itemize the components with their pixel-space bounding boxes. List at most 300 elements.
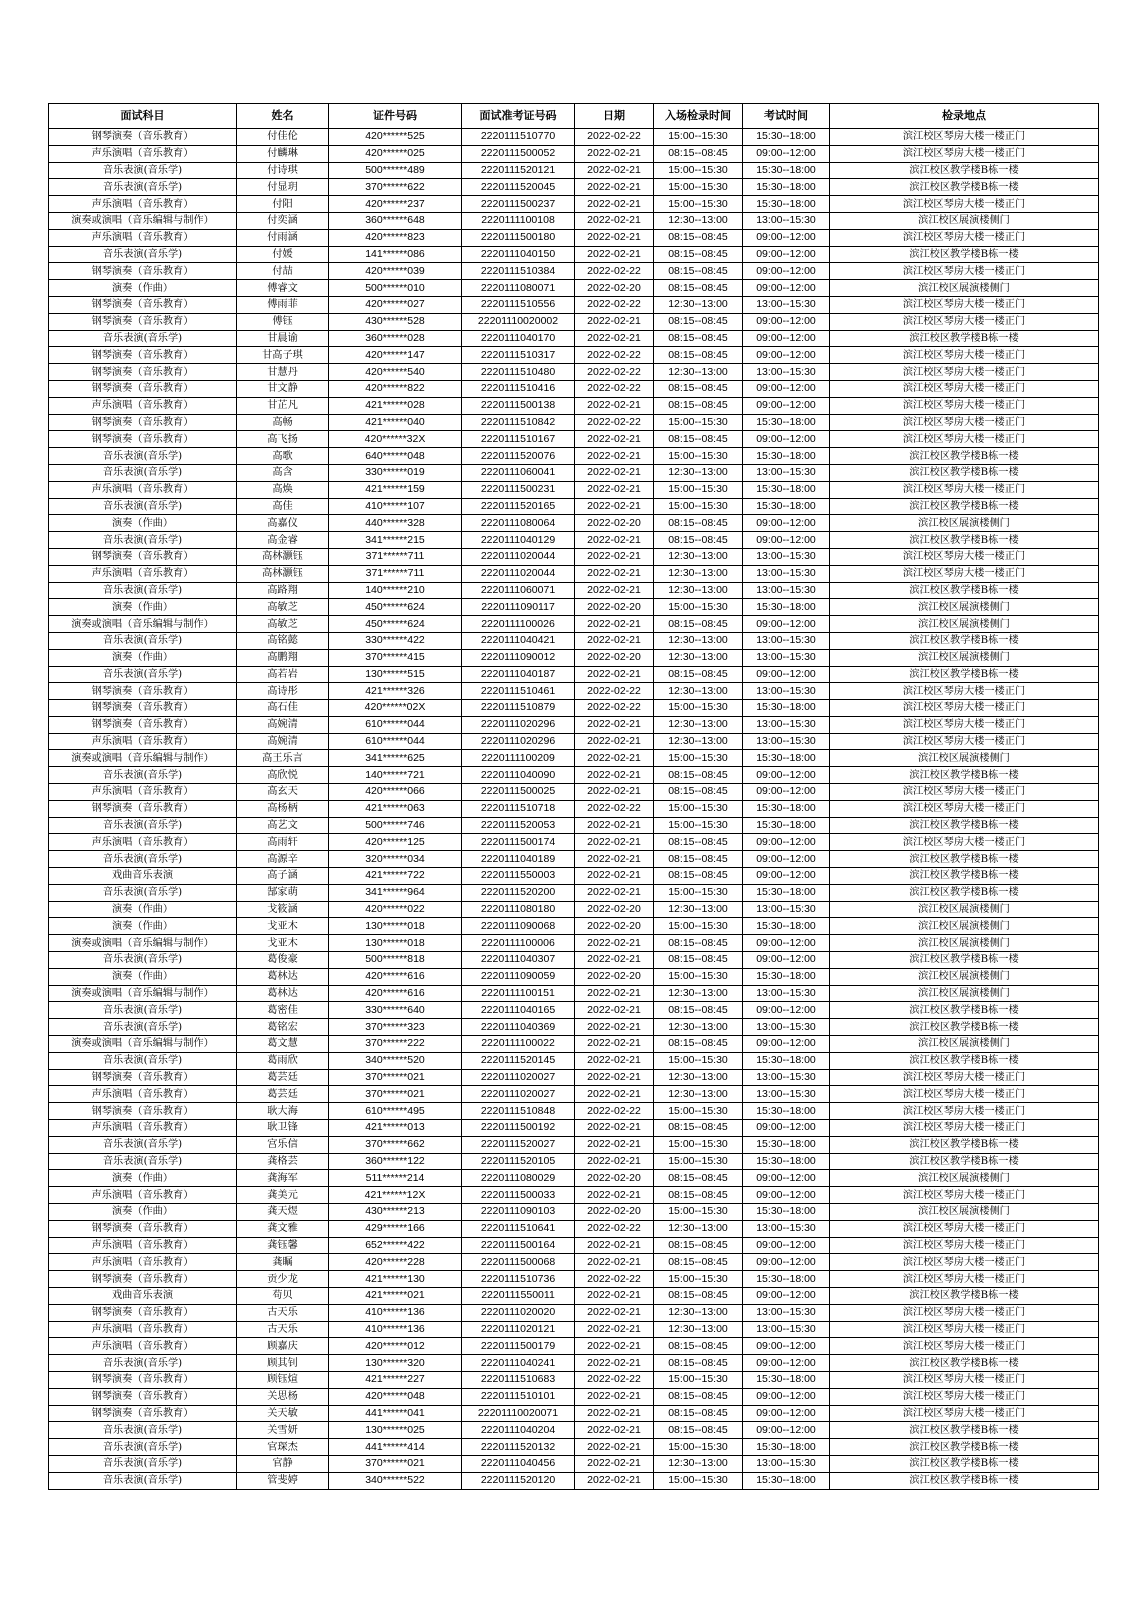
cell-checkin-location: 滨江校区琴房大楼一楼正门 <box>830 716 1099 733</box>
cell-checkin-time: 08:15--08:45 <box>654 397 743 414</box>
cell-id-number: 420******525 <box>329 129 462 146</box>
cell-subject: 钢琴演奏（音乐教育） <box>49 683 237 700</box>
cell-checkin-location: 滨江校区教学楼B栋一楼 <box>830 1472 1099 1489</box>
cell-name: 甘文静 <box>237 380 329 397</box>
cell-exam-time: 13:00--15:30 <box>743 1069 830 1086</box>
cell-name: 高艺文 <box>237 817 329 834</box>
cell-subject: 音乐表演(音乐学) <box>49 851 237 868</box>
cell-id-number: 320******034 <box>329 851 462 868</box>
cell-exam-time: 13:00--15:30 <box>743 1321 830 1338</box>
column-header-date: 日期 <box>575 104 654 129</box>
cell-subject: 演奏（作曲） <box>49 1170 237 1187</box>
cell-exam-time: 13:00--15:30 <box>743 716 830 733</box>
cell-admission-number: 2220111510736 <box>462 1271 575 1288</box>
cell-checkin-time: 08:15--08:45 <box>654 868 743 885</box>
cell-id-number: 360******648 <box>329 212 462 229</box>
cell-id-number: 410******107 <box>329 498 462 515</box>
cell-date: 2022-02-21 <box>575 1355 654 1372</box>
cell-subject: 音乐表演(音乐学) <box>49 246 237 263</box>
table-row <box>49 1069 1099 1086</box>
cell-subject: 音乐表演(音乐学) <box>49 1019 237 1036</box>
cell-name: 高嘉仪 <box>237 515 329 532</box>
cell-admission-number: 22201110020002 <box>462 313 575 330</box>
cell-exam-time: 13:00--15:30 <box>743 1019 830 1036</box>
cell-checkin-location: 滨江校区教学楼B栋一楼 <box>830 246 1099 263</box>
cell-admission-number: 2220111520120 <box>462 1472 575 1489</box>
cell-checkin-location: 滨江校区琴房大楼一楼正门 <box>830 1120 1099 1137</box>
table-row <box>49 750 1099 767</box>
cell-date: 2022-02-21 <box>575 313 654 330</box>
cell-checkin-time: 08:15--08:45 <box>654 532 743 549</box>
cell-subject: 声乐演唱（音乐教育） <box>49 1254 237 1271</box>
table-row <box>49 145 1099 162</box>
cell-date: 2022-02-21 <box>575 196 654 213</box>
cell-id-number: 421******326 <box>329 683 462 700</box>
cell-date: 2022-02-22 <box>575 347 654 364</box>
cell-admission-number: 2220111040369 <box>462 1019 575 1036</box>
cell-id-number: 370******222 <box>329 1036 462 1053</box>
cell-subject: 钢琴演奏（音乐教育） <box>49 347 237 364</box>
cell-id-number: 640******048 <box>329 448 462 465</box>
cell-checkin-location: 滨江校区琴房大楼一楼正门 <box>830 1103 1099 1120</box>
cell-exam-time: 09:00--12:00 <box>743 935 830 952</box>
cell-admission-number: 2220111100022 <box>462 1036 575 1053</box>
cell-admission-number: 2220111520076 <box>462 448 575 465</box>
cell-checkin-time: 08:15--08:45 <box>654 1170 743 1187</box>
cell-date: 2022-02-21 <box>575 1304 654 1321</box>
cell-exam-time: 15:30--18:00 <box>743 884 830 901</box>
cell-checkin-time: 15:00--15:30 <box>654 884 743 901</box>
cell-admission-number: 22201110020071 <box>462 1405 575 1422</box>
cell-admission-number: 2220111510879 <box>462 700 575 717</box>
cell-date: 2022-02-20 <box>575 280 654 297</box>
cell-name: 付诗琪 <box>237 162 329 179</box>
cell-date: 2022-02-21 <box>575 884 654 901</box>
cell-name: 宫乐信 <box>237 1136 329 1153</box>
cell-id-number: 420******616 <box>329 968 462 985</box>
cell-name: 高佳 <box>237 498 329 515</box>
cell-exam-time: 09:00--12:00 <box>743 1002 830 1019</box>
cell-checkin-location: 滨江校区教学楼B栋一楼 <box>830 1287 1099 1304</box>
table-row <box>49 616 1099 633</box>
cell-id-number: 420******823 <box>329 229 462 246</box>
cell-name: 葛铭宏 <box>237 1019 329 1036</box>
table-row <box>49 1237 1099 1254</box>
cell-checkin-location: 滨江校区教学楼B栋一楼 <box>830 1052 1099 1069</box>
cell-date: 2022-02-21 <box>575 851 654 868</box>
cell-id-number: 450******624 <box>329 599 462 616</box>
table-row <box>49 968 1099 985</box>
cell-exam-time: 15:30--18:00 <box>743 800 830 817</box>
cell-date: 2022-02-20 <box>575 599 654 616</box>
cell-name: 高路翔 <box>237 582 329 599</box>
cell-admission-number: 2220111100026 <box>462 616 575 633</box>
cell-checkin-location: 滨江校区琴房大楼一楼正门 <box>830 414 1099 431</box>
cell-exam-time: 09:00--12:00 <box>743 380 830 397</box>
cell-name: 龚美元 <box>237 1187 329 1204</box>
cell-name: 官静 <box>237 1455 329 1472</box>
cell-date: 2022-02-22 <box>575 129 654 146</box>
cell-date: 2022-02-21 <box>575 817 654 834</box>
cell-subject: 钢琴演奏（音乐教育） <box>49 380 237 397</box>
cell-checkin-location: 滨江校区展演楼侧门 <box>830 616 1099 633</box>
cell-checkin-location: 滨江校区琴房大楼一楼正门 <box>830 431 1099 448</box>
cell-exam-time: 15:30--18:00 <box>743 918 830 935</box>
cell-checkin-location: 滨江校区琴房大楼一楼正门 <box>830 683 1099 700</box>
cell-date: 2022-02-21 <box>575 868 654 885</box>
cell-checkin-time: 15:00--15:30 <box>654 1136 743 1153</box>
cell-checkin-location: 滨江校区教学楼B栋一楼 <box>830 532 1099 549</box>
cell-id-number: 420******022 <box>329 901 462 918</box>
cell-name: 付阳 <box>237 196 329 213</box>
cell-name: 关雪妍 <box>237 1422 329 1439</box>
cell-name: 高源辛 <box>237 851 329 868</box>
cell-checkin-location: 滨江校区教学楼B栋一楼 <box>830 464 1099 481</box>
cell-subject: 演奏（作曲） <box>49 649 237 666</box>
table-row <box>49 246 1099 263</box>
cell-exam-time: 09:00--12:00 <box>743 1405 830 1422</box>
cell-exam-time: 13:00--15:30 <box>743 733 830 750</box>
cell-checkin-time: 15:00--15:30 <box>654 1052 743 1069</box>
cell-checkin-location: 滨江校区琴房大楼一楼正门 <box>830 1338 1099 1355</box>
cell-exam-time: 09:00--12:00 <box>743 145 830 162</box>
cell-checkin-time: 08:15--08:45 <box>654 666 743 683</box>
cell-subject: 演奏或演唱（音乐编辑与制作） <box>49 616 237 633</box>
cell-checkin-time: 12:30--13:00 <box>654 1019 743 1036</box>
column-header-admission-number: 面试准考证号码 <box>462 104 575 129</box>
cell-id-number: 330******019 <box>329 464 462 481</box>
cell-name: 高畅 <box>237 414 329 431</box>
cell-subject: 钢琴演奏（音乐教育） <box>49 129 237 146</box>
cell-subject: 音乐表演(音乐学) <box>49 179 237 196</box>
cell-date: 2022-02-21 <box>575 666 654 683</box>
cell-checkin-location: 滨江校区琴房大楼一楼正门 <box>830 1271 1099 1288</box>
cell-exam-time: 13:00--15:30 <box>743 582 830 599</box>
cell-exam-time: 15:30--18:00 <box>743 129 830 146</box>
cell-date: 2022-02-22 <box>575 1103 654 1120</box>
cell-date: 2022-02-21 <box>575 716 654 733</box>
cell-name: 甘慧丹 <box>237 364 329 381</box>
table-row <box>49 1439 1099 1456</box>
cell-id-number: 420******540 <box>329 364 462 381</box>
cell-date: 2022-02-21 <box>575 1338 654 1355</box>
cell-exam-time: 13:00--15:30 <box>743 683 830 700</box>
cell-admission-number: 2220111080071 <box>462 280 575 297</box>
cell-admission-number: 2220111510101 <box>462 1388 575 1405</box>
cell-name: 甘高子琪 <box>237 347 329 364</box>
cell-id-number: 341******625 <box>329 750 462 767</box>
cell-checkin-location: 滨江校区教学楼B栋一楼 <box>830 162 1099 179</box>
cell-checkin-location: 滨江校区琴房大楼一楼正门 <box>830 1220 1099 1237</box>
cell-admission-number: 2220111090068 <box>462 918 575 935</box>
cell-checkin-time: 08:15--08:45 <box>654 1287 743 1304</box>
cell-checkin-time: 08:15--08:45 <box>654 616 743 633</box>
cell-exam-time: 09:00--12:00 <box>743 532 830 549</box>
cell-admission-number: 2220111500192 <box>462 1120 575 1137</box>
cell-exam-time: 09:00--12:00 <box>743 1237 830 1254</box>
cell-exam-time: 13:00--15:30 <box>743 1304 830 1321</box>
cell-checkin-time: 12:30--13:00 <box>654 582 743 599</box>
cell-id-number: 370******323 <box>329 1019 462 1036</box>
cell-exam-time: 15:30--18:00 <box>743 1103 830 1120</box>
cell-date: 2022-02-22 <box>575 1371 654 1388</box>
cell-checkin-time: 15:00--15:30 <box>654 1204 743 1221</box>
cell-checkin-location: 滨江校区琴房大楼一楼正门 <box>830 548 1099 565</box>
cell-subject: 演奏（作曲） <box>49 1204 237 1221</box>
table-row <box>49 347 1099 364</box>
table-row <box>49 364 1099 381</box>
cell-date: 2022-02-21 <box>575 952 654 969</box>
cell-date: 2022-02-21 <box>575 431 654 448</box>
cell-name: 付雨涵 <box>237 229 329 246</box>
cell-checkin-time: 15:00--15:30 <box>654 1439 743 1456</box>
table-row <box>49 1304 1099 1321</box>
cell-checkin-location: 滨江校区琴房大楼一楼正门 <box>830 834 1099 851</box>
cell-exam-time: 15:30--18:00 <box>743 162 830 179</box>
cell-checkin-time: 15:00--15:30 <box>654 750 743 767</box>
table-row <box>49 196 1099 213</box>
cell-admission-number: 2220111100108 <box>462 212 575 229</box>
cell-admission-number: 2220111510167 <box>462 431 575 448</box>
cell-date: 2022-02-21 <box>575 1254 654 1271</box>
cell-name: 龚格芸 <box>237 1153 329 1170</box>
cell-subject: 声乐演唱（音乐教育） <box>49 1321 237 1338</box>
cell-name: 戈筱涵 <box>237 901 329 918</box>
cell-name: 高歌 <box>237 448 329 465</box>
cell-name: 顾其钊 <box>237 1355 329 1372</box>
cell-admission-number: 2220111520132 <box>462 1439 575 1456</box>
column-header-subject: 面试科目 <box>49 104 237 129</box>
cell-admission-number: 2220111500025 <box>462 784 575 801</box>
table-header <box>49 104 1099 129</box>
cell-subject: 音乐表演(音乐学) <box>49 1153 237 1170</box>
cell-checkin-time: 12:30--13:00 <box>654 1069 743 1086</box>
cell-subject: 钢琴演奏（音乐教育） <box>49 1069 237 1086</box>
cell-date: 2022-02-21 <box>575 565 654 582</box>
cell-checkin-time: 15:00--15:30 <box>654 1153 743 1170</box>
cell-subject: 音乐表演(音乐学) <box>49 1439 237 1456</box>
cell-admission-number: 2220111040170 <box>462 330 575 347</box>
cell-id-number: 330******422 <box>329 632 462 649</box>
cell-id-number: 360******028 <box>329 330 462 347</box>
cell-exam-time: 15:30--18:00 <box>743 1271 830 1288</box>
cell-subject: 音乐表演(音乐学) <box>49 532 237 549</box>
cell-name: 高玄天 <box>237 784 329 801</box>
cell-date: 2022-02-21 <box>575 935 654 952</box>
cell-checkin-location: 滨江校区教学楼B栋一楼 <box>830 1002 1099 1019</box>
cell-admission-number: 2220111520165 <box>462 498 575 515</box>
cell-admission-number: 2220111520053 <box>462 817 575 834</box>
cell-admission-number: 2220111040421 <box>462 632 575 649</box>
cell-exam-time: 09:00--12:00 <box>743 784 830 801</box>
cell-checkin-location: 滨江校区琴房大楼一楼正门 <box>830 1304 1099 1321</box>
table-row <box>49 851 1099 868</box>
cell-checkin-time: 15:00--15:30 <box>654 448 743 465</box>
table-row <box>49 582 1099 599</box>
cell-date: 2022-02-20 <box>575 1204 654 1221</box>
cell-checkin-time: 08:15--08:45 <box>654 515 743 532</box>
table-row <box>49 397 1099 414</box>
cell-admission-number: 2220111090103 <box>462 1204 575 1221</box>
cell-checkin-location: 滨江校区教学楼B栋一楼 <box>830 582 1099 599</box>
cell-name: 高金睿 <box>237 532 329 549</box>
cell-name: 关天敏 <box>237 1405 329 1422</box>
cell-exam-time: 15:30--18:00 <box>743 1472 830 1489</box>
cell-exam-time: 09:00--12:00 <box>743 347 830 364</box>
cell-admission-number: 2220111510848 <box>462 1103 575 1120</box>
cell-date: 2022-02-21 <box>575 750 654 767</box>
cell-exam-time: 13:00--15:30 <box>743 565 830 582</box>
cell-id-number: 421******013 <box>329 1120 462 1137</box>
cell-name: 戈亚木 <box>237 918 329 935</box>
cell-id-number: 421******040 <box>329 414 462 431</box>
table-row <box>49 1287 1099 1304</box>
cell-subject: 声乐演唱（音乐教育） <box>49 565 237 582</box>
cell-admission-number: 2220111500033 <box>462 1187 575 1204</box>
cell-checkin-location: 滨江校区琴房大楼一楼正门 <box>830 145 1099 162</box>
cell-subject: 演奏或演唱（音乐编辑与制作） <box>49 750 237 767</box>
cell-subject: 音乐表演(音乐学) <box>49 330 237 347</box>
cell-checkin-time: 12:30--13:00 <box>654 901 743 918</box>
cell-admission-number: 2220111060071 <box>462 582 575 599</box>
cell-checkin-time: 15:00--15:30 <box>654 162 743 179</box>
cell-date: 2022-02-21 <box>575 1237 654 1254</box>
cell-date: 2022-02-21 <box>575 1019 654 1036</box>
cell-exam-time: 13:00--15:30 <box>743 212 830 229</box>
cell-checkin-location: 滨江校区教学楼B栋一楼 <box>830 1355 1099 1372</box>
cell-subject: 钢琴演奏（音乐教育） <box>49 1103 237 1120</box>
cell-admission-number: 2220111020044 <box>462 548 575 565</box>
cell-name: 高林灏钰 <box>237 548 329 565</box>
cell-date: 2022-02-22 <box>575 414 654 431</box>
cell-date: 2022-02-21 <box>575 1388 654 1405</box>
cell-subject: 钢琴演奏（音乐教育） <box>49 1304 237 1321</box>
cell-admission-number: 2220111020044 <box>462 565 575 582</box>
cell-checkin-location: 滨江校区琴房大楼一楼正门 <box>830 1237 1099 1254</box>
table-row <box>49 481 1099 498</box>
cell-admission-number: 2220111500164 <box>462 1237 575 1254</box>
cell-name: 高飞扬 <box>237 431 329 448</box>
cell-date: 2022-02-20 <box>575 918 654 935</box>
cell-admission-number: 2220111040187 <box>462 666 575 683</box>
table-row <box>49 985 1099 1002</box>
table-row <box>49 1052 1099 1069</box>
cell-exam-time: 13:00--15:30 <box>743 1220 830 1237</box>
cell-checkin-time: 08:15--08:45 <box>654 380 743 397</box>
cell-subject: 声乐演唱（音乐教育） <box>49 1237 237 1254</box>
cell-checkin-time: 12:30--13:00 <box>654 632 743 649</box>
cell-exam-time: 15:30--18:00 <box>743 414 830 431</box>
cell-admission-number: 2220111080064 <box>462 515 575 532</box>
cell-checkin-location: 滨江校区琴房大楼一楼正门 <box>830 1371 1099 1388</box>
cell-name: 付媛 <box>237 246 329 263</box>
cell-id-number: 140******721 <box>329 767 462 784</box>
table-row <box>49 515 1099 532</box>
cell-exam-time: 15:30--18:00 <box>743 1371 830 1388</box>
cell-id-number: 130******515 <box>329 666 462 683</box>
cell-admission-number: 2220111040204 <box>462 1422 575 1439</box>
cell-checkin-time: 15:00--15:30 <box>654 1271 743 1288</box>
cell-admission-number: 2220111520121 <box>462 162 575 179</box>
cell-checkin-time: 12:30--13:00 <box>654 464 743 481</box>
cell-exam-time: 09:00--12:00 <box>743 868 830 885</box>
cell-checkin-location: 滨江校区教学楼B栋一楼 <box>830 767 1099 784</box>
cell-checkin-time: 08:15--08:45 <box>654 1187 743 1204</box>
table-row <box>49 1036 1099 1053</box>
cell-id-number: 440******328 <box>329 515 462 532</box>
cell-admission-number: 2220111510718 <box>462 800 575 817</box>
table-row <box>49 565 1099 582</box>
cell-subject: 钢琴演奏（音乐教育） <box>49 1405 237 1422</box>
cell-checkin-time: 08:15--08:45 <box>654 784 743 801</box>
cell-admission-number: 2220111020027 <box>462 1086 575 1103</box>
cell-subject: 声乐演唱（音乐教育） <box>49 196 237 213</box>
cell-checkin-location: 滨江校区教学楼B栋一楼 <box>830 632 1099 649</box>
cell-checkin-location: 滨江校区教学楼B栋一楼 <box>830 498 1099 515</box>
cell-admission-number: 2220111500068 <box>462 1254 575 1271</box>
cell-exam-time: 09:00--12:00 <box>743 616 830 633</box>
cell-admission-number: 2220111500174 <box>462 834 575 851</box>
table-row <box>49 532 1099 549</box>
table-row <box>49 1136 1099 1153</box>
cell-id-number: 421******722 <box>329 868 462 885</box>
cell-exam-time: 09:00--12:00 <box>743 767 830 784</box>
cell-exam-time: 13:00--15:30 <box>743 1455 830 1472</box>
cell-id-number: 420******147 <box>329 347 462 364</box>
table-row <box>49 313 1099 330</box>
cell-admission-number: 2220111020296 <box>462 733 575 750</box>
cell-id-number: 500******746 <box>329 817 462 834</box>
cell-name: 龚瞩 <box>237 1254 329 1271</box>
cell-checkin-time: 15:00--15:30 <box>654 800 743 817</box>
cell-checkin-location: 滨江校区展演楼侧门 <box>830 901 1099 918</box>
cell-subject: 音乐表演(音乐学) <box>49 817 237 834</box>
cell-checkin-location: 滨江校区琴房大楼一楼正门 <box>830 733 1099 750</box>
table-row <box>49 1019 1099 1036</box>
cell-admission-number: 2220111500138 <box>462 397 575 414</box>
cell-id-number: 420******32X <box>329 431 462 448</box>
cell-subject: 钢琴演奏（音乐教育） <box>49 800 237 817</box>
cell-name: 葛芸廷 <box>237 1069 329 1086</box>
table-row <box>49 834 1099 851</box>
cell-id-number: 141******086 <box>329 246 462 263</box>
cell-checkin-location: 滨江校区琴房大楼一楼正门 <box>830 800 1099 817</box>
cell-admission-number: 2220111040090 <box>462 767 575 784</box>
cell-admission-number: 2220111060041 <box>462 464 575 481</box>
cell-checkin-time: 12:30--13:00 <box>654 364 743 381</box>
table-row <box>49 800 1099 817</box>
cell-id-number: 130******018 <box>329 935 462 952</box>
table-row <box>49 296 1099 313</box>
cell-checkin-time: 15:00--15:30 <box>654 1103 743 1120</box>
cell-id-number: 421******159 <box>329 481 462 498</box>
cell-checkin-location: 滨江校区琴房大楼一楼正门 <box>830 263 1099 280</box>
column-header-checkin-location: 检录地点 <box>830 104 1099 129</box>
table-row <box>49 700 1099 717</box>
cell-admission-number: 2220111040241 <box>462 1355 575 1372</box>
cell-subject: 声乐演唱（音乐教育） <box>49 1120 237 1137</box>
cell-name: 付奕涵 <box>237 212 329 229</box>
cell-id-number: 421******12X <box>329 1187 462 1204</box>
cell-exam-time: 15:30--18:00 <box>743 817 830 834</box>
cell-checkin-location: 滨江校区教学楼B栋一楼 <box>830 330 1099 347</box>
cell-subject: 音乐表演(音乐学) <box>49 1002 237 1019</box>
cell-id-number: 610******044 <box>329 716 462 733</box>
cell-exam-time: 09:00--12:00 <box>743 1355 830 1372</box>
cell-name: 高欣悦 <box>237 767 329 784</box>
cell-admission-number: 2220111500231 <box>462 481 575 498</box>
cell-date: 2022-02-21 <box>575 481 654 498</box>
